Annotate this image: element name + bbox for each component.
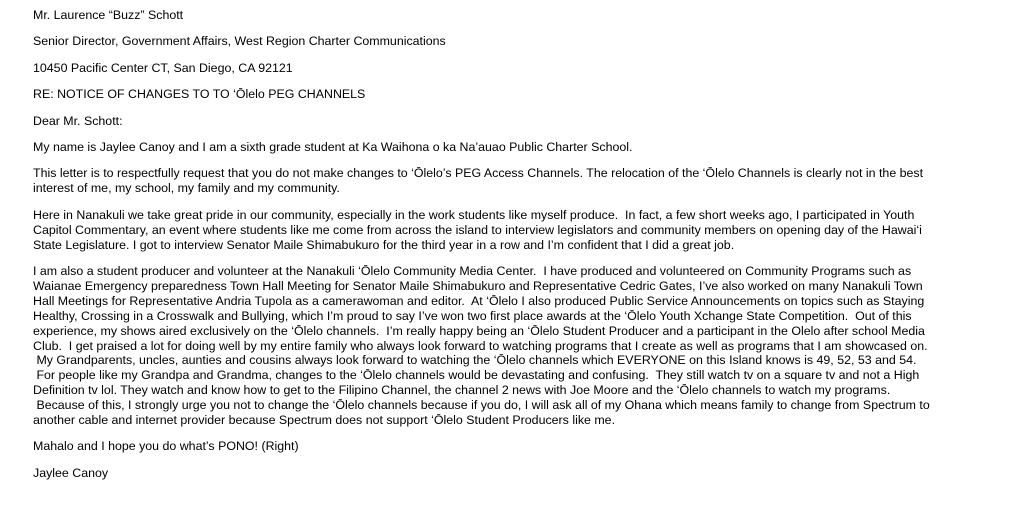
paragraph-line: Capitol Commentary, an event where students like me come from across the island to interview legislators and community members on opening day of the Hawai‘i bbox=[33, 222, 922, 237]
recipient-address: 10450 Pacific Center CT, San Diego, CA 92121 bbox=[33, 60, 293, 75]
paragraph-line: Because of this, I strongly urge you not to change the ‘Ōlelo channels because if you do, I will ask all of my Ohana which means family to change from Spectrum to bbox=[33, 398, 930, 413]
letter-body bbox=[33, 140, 1008, 454]
signature: Jaylee Canoy bbox=[33, 465, 109, 480]
paragraph-line: My name is Jaylee Canoy and I am a sixth grade student at Ka Waihona o ka Na’auao Public Charter School. bbox=[33, 140, 633, 155]
paragraph-line: My Grandparents, uncles, aunties and cousins always look forward to watching the ‘Ōlelo channels which EVERYONE on this Island knows is 49, 52, 53 and 54. bbox=[33, 353, 917, 368]
paragraph-line: For people like my Grandpa and Grandma, changes to the ‘Ōlelo channels would be devastating and confusing. They still watch tv on a square tv and not a High bbox=[33, 368, 920, 383]
paragraph-request bbox=[33, 166, 1008, 196]
paragraph-line: Club. I get praised a lot for doing well by my entire family who always look forward to watching programs that I create as well as programs that I am showcased on. bbox=[33, 338, 928, 353]
paragraph-line: Here in Nanakuli we take great pride in our community, especially in the work students like myself produce. In fact, a few short weeks ago, I participated in Youth bbox=[33, 207, 915, 222]
paragraph-producer bbox=[33, 264, 1008, 428]
paragraph-line: interest of me, my school, my family and my community. bbox=[33, 181, 340, 196]
paragraph-community bbox=[33, 208, 1008, 253]
paragraph-line: experience, my shows aired exclusively on the ‘Ōlelo channels. I’m really happy being an ‘Ōlelo Student Producer and a participant in the Olelo after school Media bbox=[33, 323, 925, 338]
paragraph-intro bbox=[33, 140, 1008, 155]
recipient-title: Senior Director, Government Affairs, West Region Charter Communications bbox=[33, 34, 446, 49]
paragraph-line: Healthy, Crossing in a Crosswalk and Bullying, which I’m proud to say I’ve won two first place awards at the ‘Ōlelo Youth Xchange State Competition. Out of this bbox=[33, 308, 912, 323]
paragraph-line: Hall Meetings for Representative Andria Tupola as a camerawoman and editor. At ‘Ōlelo I also produced Public Service Announcements on topics such as Staying bbox=[33, 293, 925, 308]
subject-line: RE: NOTICE OF CHANGES TO TO ‘Ōlelo PEG CHANNELS bbox=[33, 87, 366, 102]
paragraph-line: Mahalo and I hope you do what’s PONO! (Right) bbox=[33, 439, 299, 454]
paragraph-line: I am also a student producer and volunteer at the Nanakuli ‘Ōlelo Community Media Center. I have produced and volunteered on Community Programs such as bbox=[33, 263, 912, 278]
paragraph-line: State Legislature. I got to interview Senator Maile Shimabukuro for the third year in a row and I’m confident that I did a great job. bbox=[33, 237, 735, 252]
paragraph-line: Definition tv lol. They watch and know how to get to the Filipino Channel, the channel 2 news with Joe Moore and the ‘Ōlelo channels to watch my programs. bbox=[33, 383, 891, 398]
paragraph-line: another cable and internet provider because Spectrum does not support ‘Ōlelo Student Producers like me. bbox=[33, 413, 616, 428]
recipient-name: Mr. Laurence “Buzz” Schott bbox=[33, 8, 184, 22]
paragraph-closing bbox=[33, 439, 1008, 454]
salutation: Dear Mr. Schott: bbox=[33, 113, 123, 128]
paragraph-line: This letter is to respectfully request that you do not make changes to ‘Ōlelo’s PEG Access Channels. The relocation of the ‘Ōlelo Channels is clearly not in the best bbox=[33, 166, 924, 181]
paragraph-line: Waianae Emergency preparedness Town Hall Meeting for Senator Maile Shimabukuro and Representative Cedric Gates, I’ve also worked on many Nanakuli Town bbox=[33, 278, 923, 293]
